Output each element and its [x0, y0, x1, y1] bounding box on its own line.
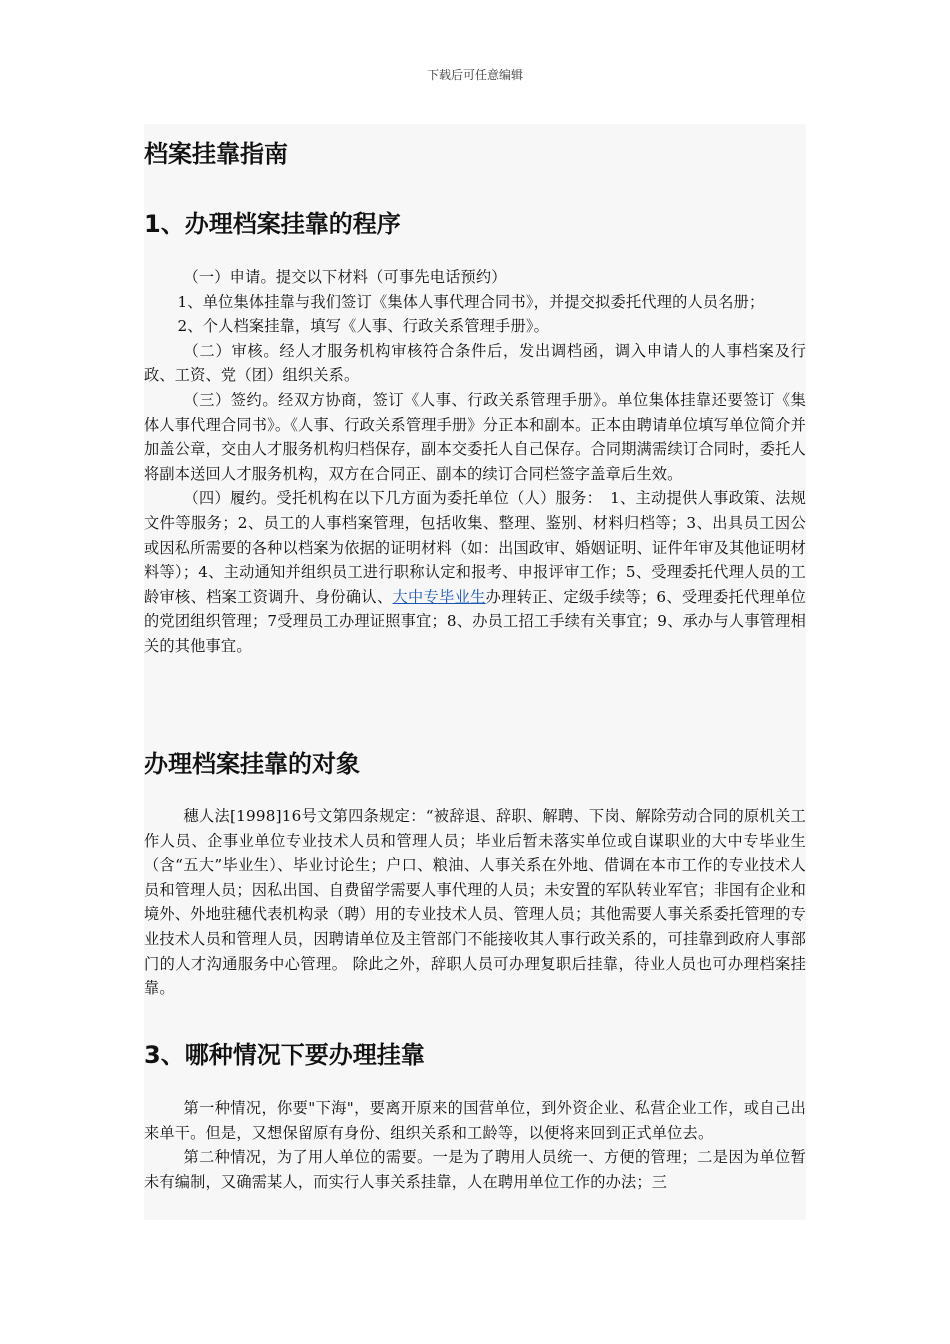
paragraph: 穗人法[1998]16号文第四条规定：“被辞退、辞职、解聘、下岗、解除劳动合同的原机关工作人员、企事业单位专业技术人员和管理人员；毕业后暂未落实单位或自谋职业的大中专毕业生（含“五大”毕业生）、毕业讨论生；户口、粮油、人事关系在外地、借调在本市工作的专业技术人员和管理人员；因私出国、自费留学需要人事代理的人员；未安置的军队转业军官；非国有企业和境外、外地驻穗代表机构录（聘）用的专业技术人员、管理人员；其他需要人事关系委托管理的专业技术人员和管理人员，因聘请单位及主管部门不能接收其人事行政关系的，可挂靠到政府人事部门的人才沟通服务中心管理。 除此之外，辞职人员可办理复职后挂靠，待业人员也可办理档案挂靠。 — [144, 807, 806, 998]
section-procedure-body — [144, 265, 806, 659]
paragraph: 第一种情况，你要"下海"，要离开原来的国营单位，到外资企业、私营企业工作，或自己出来单干。但是，又想保留原有身份、组织关系和工龄等，以便将来回到正式单位去。 — [144, 1099, 806, 1142]
paragraph: 2、个人档案挂靠，填写《人事、行政关系管理手册》。 — [177, 317, 550, 336]
paragraph — [144, 486, 806, 658]
paragraph-text: （四）履约。受托机构在以下几方面为委托单位（人）服务： 1、主动提供人事政策、法规文件等服务；2、员工的人事档案管理，包括收集、整理、鉴别、材料归档等；3、出具员工因公或因私所需要的各种以档案为依据的证明材料（如：出国政审、婚姻证明、证件年审及其他证明材料等）；4、主动通知并组织员工进行职称认定和报考、申报评审工作；5、受理委托代理人员的工龄审核、档案工资调升、身份确认、 — [144, 489, 806, 606]
section-heading-procedure: 1、办理档案挂靠的程序 — [144, 210, 401, 238]
paragraph: （三）签约。经双方协商，签订《人事、行政关系管理手册》。单位集体挂靠还要签订《集体人事代理合同书》。《人事、行政关系管理手册》分正本和副本。正本由聘请单位填写单位简介并加盖公章，交由人才服务机构归档保存，副本交委托人自己保存。合同期满需续订合同时，委托人将副本送回人才服务机构，双方在合同正、副本的续订合同栏签字盖章后生效。 — [144, 390, 806, 483]
graduate-link[interactable]: 大中专毕业生 — [392, 587, 486, 606]
document-title: 档案挂靠指南 — [144, 140, 288, 168]
document-body — [144, 124, 806, 1220]
section-eligible-body — [144, 804, 806, 1001]
paragraph: （一）申请。提交以下材料（可事先电话预约） — [183, 268, 507, 286]
header-note: 下载后可任意编辑 — [426, 68, 523, 82]
paragraph: （二）审核。经人才服务机构审核符合条件后，发出调档函，调入申请人的人事档案及行政、工资、党（团）组织关系。 — [144, 341, 806, 385]
paragraph: 第二种情况，为了用人单位的需要。一是为了聘用人员统一、方便的管理；二是因为单位暂未有编制，又确需某人，而实行人事关系挂靠，人在聘用单位工作的办法；三 — [144, 1148, 806, 1191]
section-heading-eligible: 办理档案挂靠的对象 — [144, 750, 360, 778]
paragraph: 1、单位集体挂靠与我们签订《集体人事代理合同书》，并提交拟委托代理的人员名册； — [177, 292, 765, 311]
section-situations-body — [144, 1096, 806, 1194]
paragraph-text: 办理转正、定级手续等；6、受理委托代理单位的党团组织管理；7受理员工办理证照事宜；8、办员工招工手续有关事宜；9、承办与人事管理相关的其他事宜。 — [144, 587, 806, 655]
section-heading-situations: 3、哪种情况下要办理挂靠 — [144, 1041, 425, 1069]
